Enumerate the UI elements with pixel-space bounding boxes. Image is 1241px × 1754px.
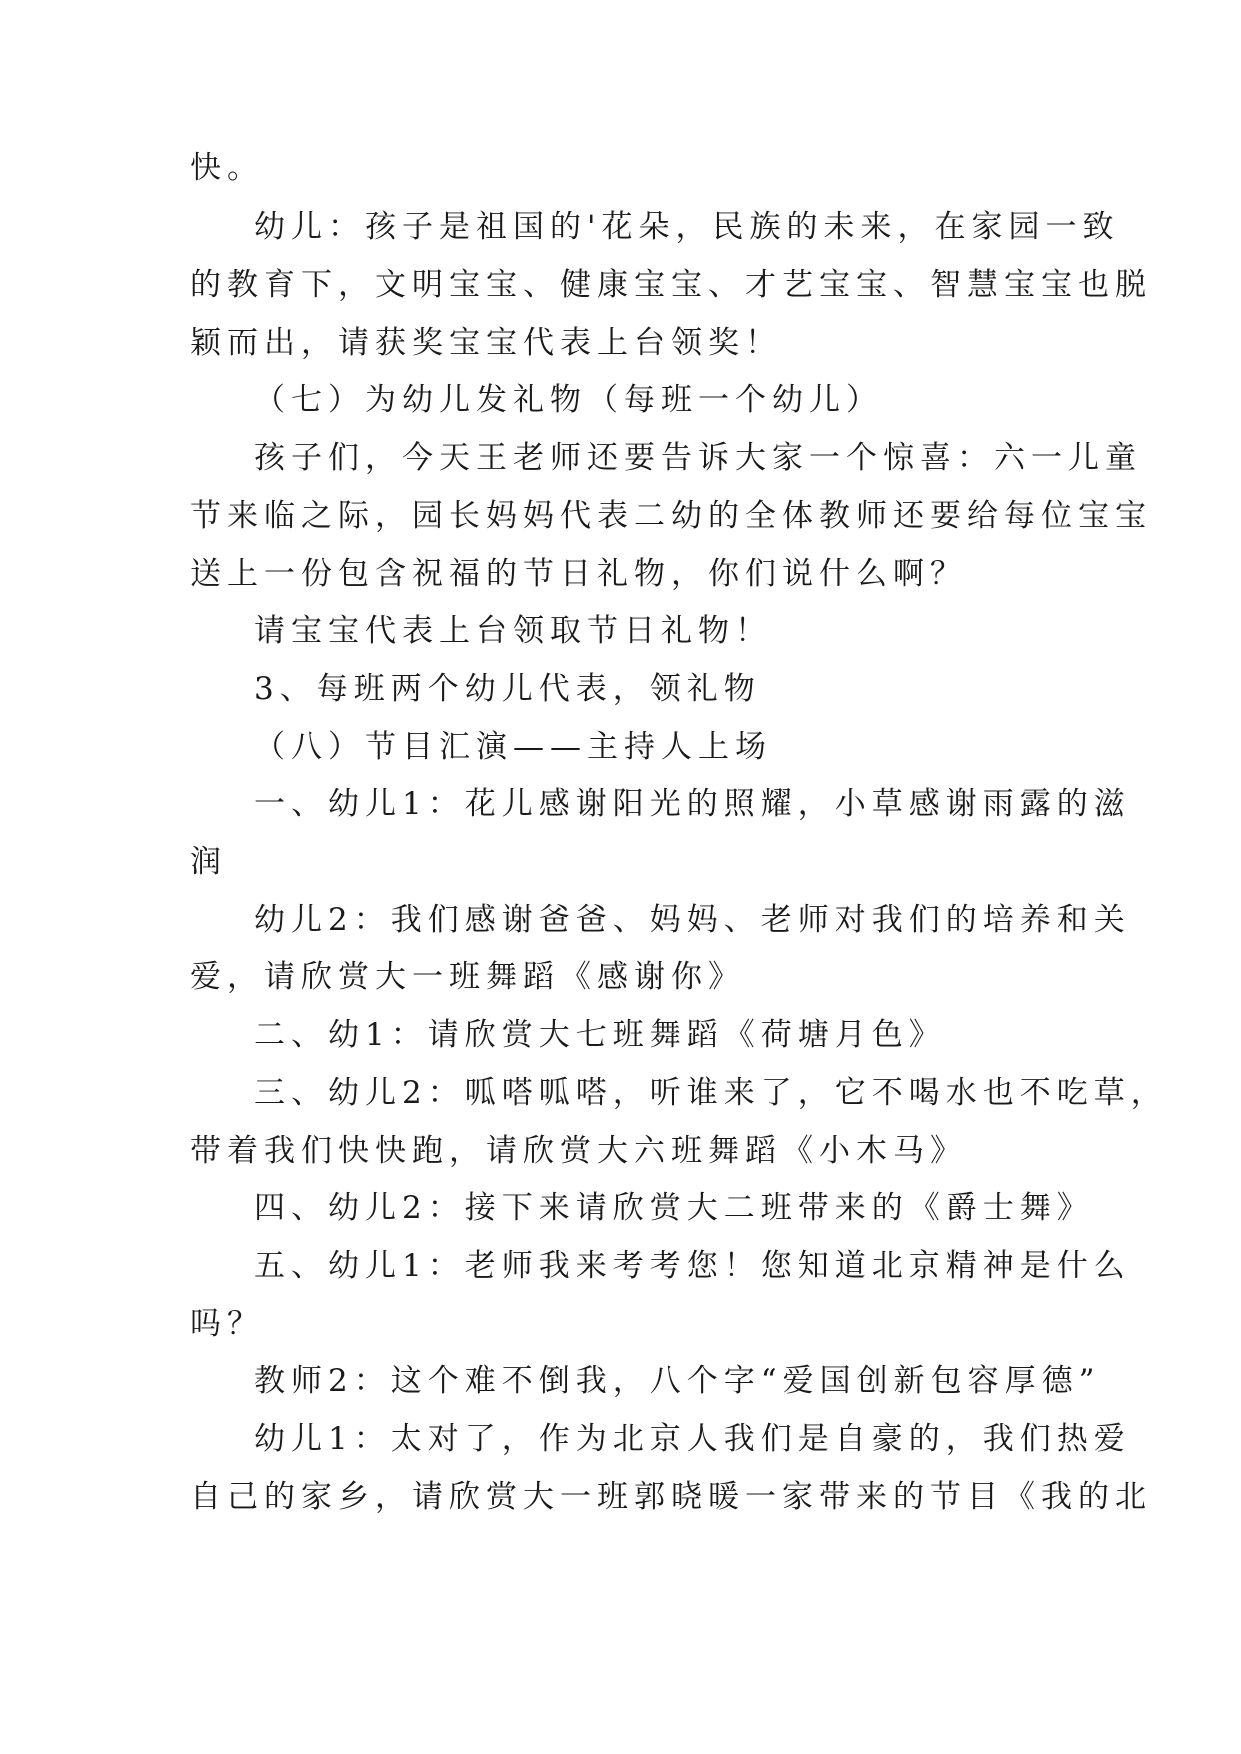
section-heading: （七）为幼儿发礼物（每班一个幼儿） [254, 382, 883, 418]
text-line: 五、幼儿1：老师我来考考您！您知道北京精神是什么 [254, 1248, 1131, 1284]
text-line: 润 [190, 844, 227, 880]
text-line: 请宝宝代表上台领取节日礼物！ [254, 613, 772, 649]
text-line: 爱，请欣赏大一班舞蹈《感谢你》 [190, 959, 745, 995]
text-line: 带着我们快快跑，请欣赏大六班舞蹈《小木马》 [190, 1133, 967, 1169]
text-line: 幼儿1：太对了，作为北京人我们是自豪的，我们热爱 [254, 1421, 1131, 1457]
text-line: 幼儿2：我们感谢爸爸、妈妈、老师对我们的培养和关 [254, 902, 1131, 938]
text-line: 送上一份包含祝福的节日礼物，你们说什么啊？ [190, 556, 967, 592]
text-line: 二、幼1：请欣赏大七班舞蹈《荷塘月色》 [254, 1017, 946, 1053]
section-heading: （八）节目汇演——主持人上场 [254, 729, 772, 765]
text-line: 颖而出，请获奖宝宝代表上台领奖！ [190, 325, 782, 361]
text-line: 幼儿：孩子是祖国的'花朵，民族的未来，在家园一致 [254, 209, 1120, 245]
text-line: 四、幼儿2：接下来请欣赏大二班带来的《爵士舞》 [254, 1190, 1094, 1226]
text-line: 的教育下，文明宝宝、健康宝宝、才艺宝宝、智慧宝宝也脱 [190, 267, 1152, 303]
text-line: 自己的家乡，请欣赏大一班郭晓暖一家带来的节目《我的北 [190, 1479, 1152, 1515]
text-line: 吗？ [190, 1306, 264, 1342]
text-line: 3、每班两个幼儿代表，领礼物 [254, 671, 761, 707]
text-line: 节来临之际，园长妈妈代表二幼的全体教师还要给每位宝宝 [190, 498, 1152, 534]
text-line: 教师2：这个难不倒我，八个字“爱国创新包容厚德” [254, 1363, 1101, 1399]
text-line: 快。 [190, 150, 264, 186]
text-line: 三、幼儿2：呱嗒呱嗒，听谁来了，它不喝水也不吃草， [254, 1075, 1168, 1111]
text-line: 一、幼儿1：花儿感谢阳光的照耀，小草感谢雨露的滋 [254, 786, 1131, 822]
text-line: 孩子们，今天王老师还要告诉大家一个惊喜：六一儿童 [254, 440, 1142, 476]
